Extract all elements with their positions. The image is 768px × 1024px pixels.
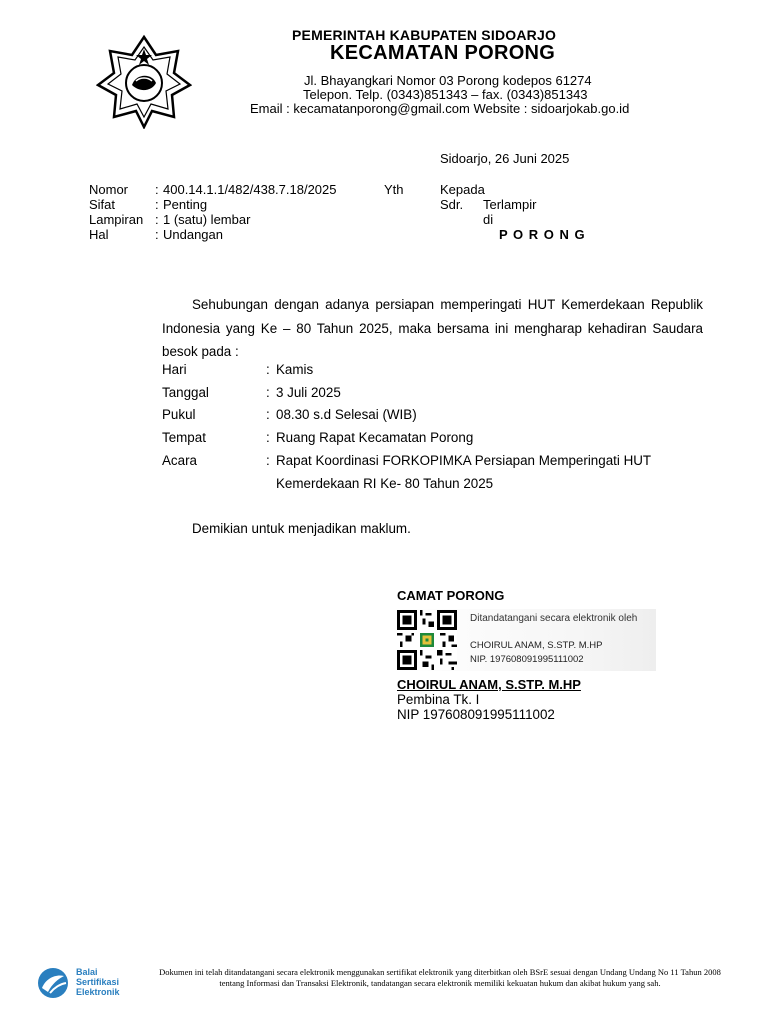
esign-signer-nip: NIP. 197608091995111002 [470,654,584,665]
letterhead-phone: Telepon. Telp. (0343)851343 – fax. (0343)851343 [303,87,588,102]
signatory-name: CHOIRUL ANAM, S.STP. M.HP [397,677,581,692]
letterhead-government: PEMERINTAH KABUPATEN SIDOARJO [292,27,557,43]
recipient-di: di [483,212,494,227]
recipient-kepada: Kepada [440,182,485,197]
legal-notice: Dokumen ini telah ditandatangani secara elektronik menggunakan sertifikat elektronik yang diterbitkan oleh BSrE sesuai dengan Undang Undang No 11 Tahun 2008 tentang Informasi dan Transaksi Elektronik, tandatangan secara elektronik memiliki kekuatan hukum dan akibat hukum yang sah. [159,967,721,988]
meta-nomor: Nomor : 400.14.1.1/482/438.7.18/2025 [89,182,337,197]
letter-date: Sidoarjo, 26 Juni 2025 [440,151,570,166]
bsre-logo-text-1: Balai [76,967,98,977]
letterhead-email: Email : kecamatanporong@gmail.com Website : sidoarjokab.go.id [250,101,630,116]
esign-note: Ditandatangani secara elektronik oleh [470,613,638,624]
meta-lampiran: Lampiran : 1 (satu) lembar [89,212,251,227]
signatory-title: CAMAT PORONG [397,588,505,603]
recipient-sdr: Sdr. [440,197,464,212]
letterhead-district: KECAMATAN PORONG [330,42,556,64]
bsre-logo-text-2: Sertifikasi [76,977,120,987]
bsre-emblem-icon [36,966,70,1000]
lampiran-value: 1 (satu) lembar [163,212,251,227]
signatory-rank: Pembina Tk. I [397,692,480,707]
meta-sifat: Sifat : Penting [89,197,208,212]
sifat-value: Penting [163,197,208,212]
hal-value: Undangan [163,227,223,242]
nomor-value: 400.14.1.1/482/438.7.18/2025 [163,182,337,197]
meta-hal: Hal : Undangan [89,227,223,242]
body-paragraph: Sehubungan dengan adanya persiapan memperingati HUT Kemerdekaan Republik Indonesia yang Ke – 80 Tahun 2025, maka bersama ini mengharap kehadiran Saudara besok pada : [162,297,703,359]
recipient-place: P O R O N G [499,227,586,242]
closing-sentence: Demikian untuk menjadikan maklum. [192,521,411,536]
signatory-nip: NIP 197608091995111002 [397,707,555,722]
recipient-name: Terlampir [483,197,537,212]
qr-code-icon [397,610,457,670]
letterhead-address: Jl. Bhayangkari Nomor 03 Porong kodepos 61274 [304,73,592,88]
bsre-logo-text-3: Elektronik [76,987,120,997]
esign-signer-name: CHOIRUL ANAM, S.STP. M.HP [470,640,603,651]
bsre-logo [36,966,136,1002]
regency-emblem-icon [96,33,192,129]
recipient-yth: Yth [384,182,404,197]
